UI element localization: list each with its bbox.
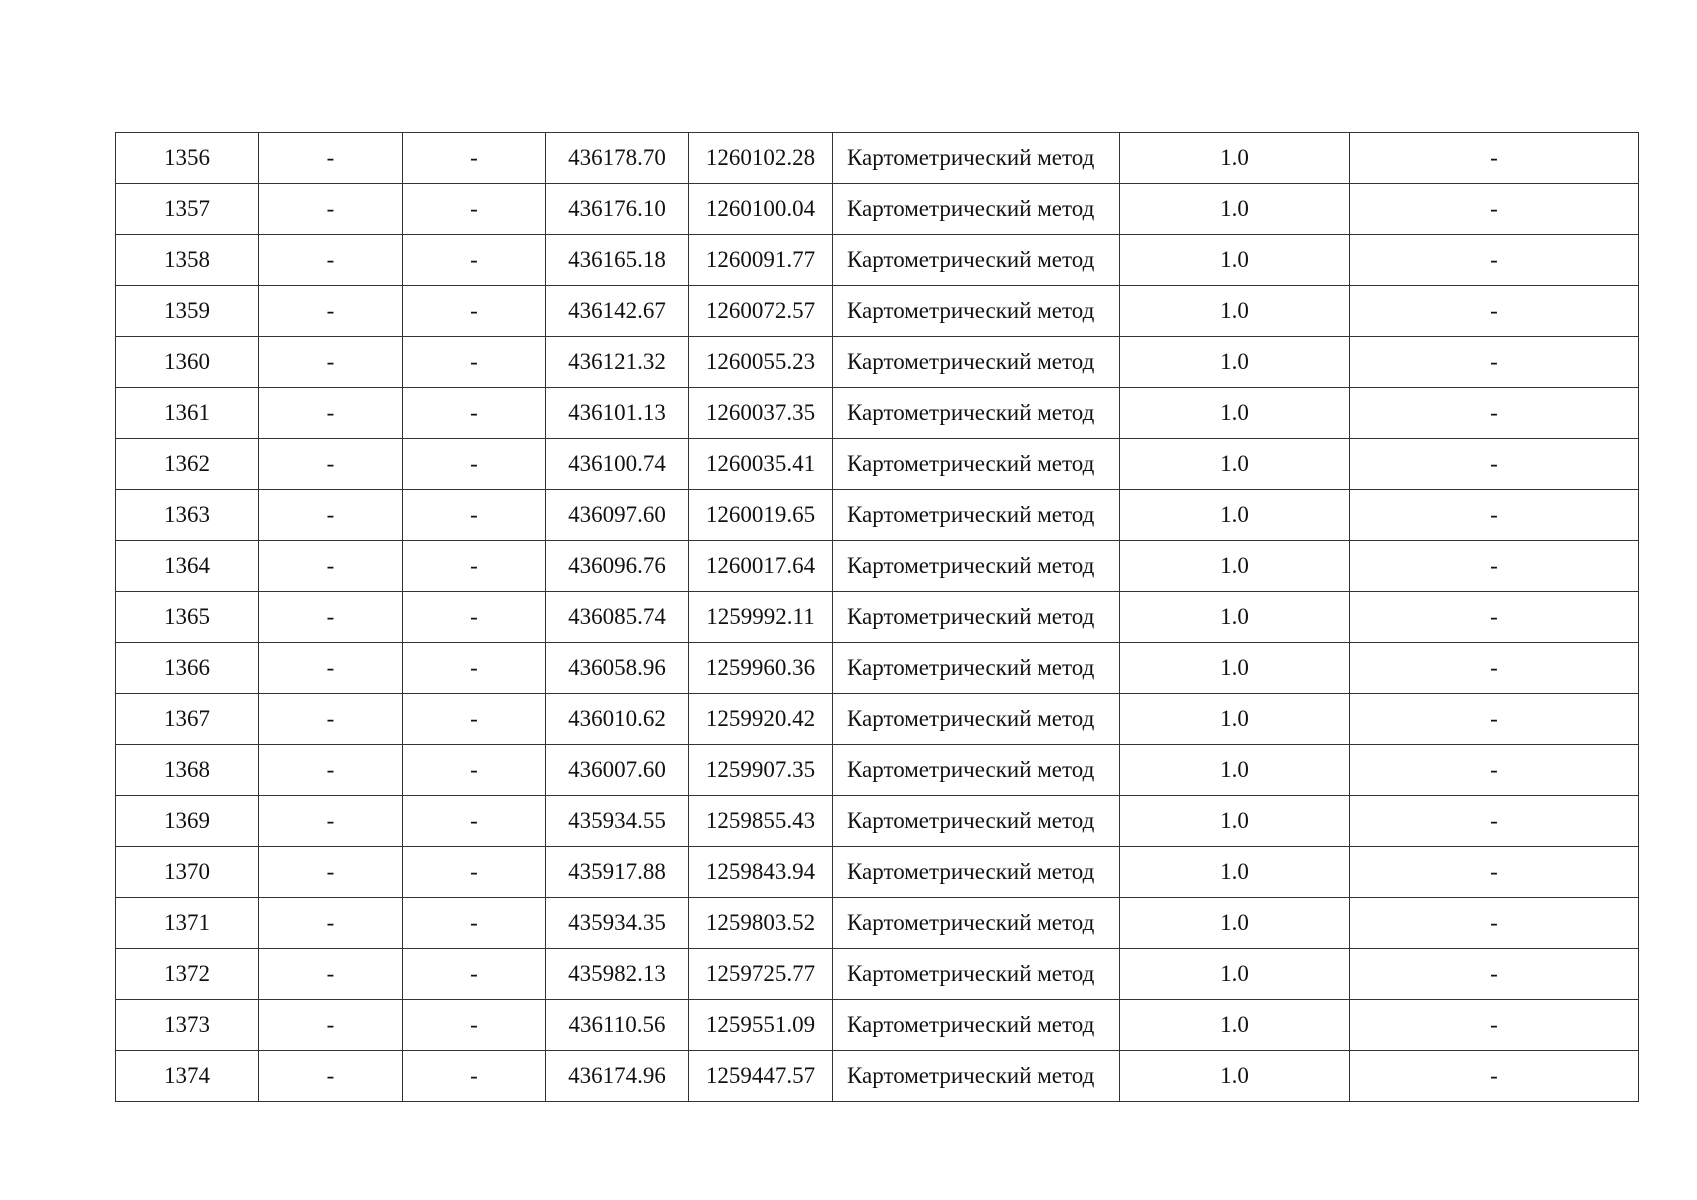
- y-coordinate-cell: 1259551.09: [689, 1000, 833, 1051]
- accuracy-cell: 1.0: [1120, 796, 1350, 847]
- point-number-cell: 1358: [116, 235, 259, 286]
- column-2-cell: -: [259, 745, 403, 796]
- point-number-cell: 1357: [116, 184, 259, 235]
- column-2-cell: -: [259, 643, 403, 694]
- column-2-cell: -: [259, 1051, 403, 1102]
- column-3-cell: -: [403, 694, 546, 745]
- x-coordinate-cell: 436110.56: [546, 1000, 689, 1051]
- y-coordinate-cell: 1259803.52: [689, 898, 833, 949]
- x-coordinate-cell: 435934.55: [546, 796, 689, 847]
- column-3-cell: -: [403, 592, 546, 643]
- point-number-cell: 1373: [116, 1000, 259, 1051]
- method-cell: Картометрический метод: [833, 439, 1120, 490]
- column-3-cell: -: [403, 235, 546, 286]
- table-row: [116, 388, 1639, 439]
- accuracy-cell: 1.0: [1120, 592, 1350, 643]
- column-2-cell: -: [259, 949, 403, 1000]
- point-number-cell: 1370: [116, 847, 259, 898]
- column-8-cell: -: [1350, 388, 1639, 439]
- accuracy-cell: 1.0: [1120, 133, 1350, 184]
- y-coordinate-cell: 1260102.28: [689, 133, 833, 184]
- method-cell: Картометрический метод: [833, 1051, 1120, 1102]
- x-coordinate-cell: 436010.62: [546, 694, 689, 745]
- column-3-cell: -: [403, 745, 546, 796]
- column-3-cell: -: [403, 643, 546, 694]
- column-2-cell: -: [259, 184, 403, 235]
- column-8-cell: -: [1350, 898, 1639, 949]
- accuracy-cell: 1.0: [1120, 949, 1350, 1000]
- point-number-cell: 1356: [116, 133, 259, 184]
- point-number-cell: 1365: [116, 592, 259, 643]
- method-cell: Картометрический метод: [833, 388, 1120, 439]
- point-number-cell: 1371: [116, 898, 259, 949]
- accuracy-cell: 1.0: [1120, 286, 1350, 337]
- y-coordinate-cell: 1259907.35: [689, 745, 833, 796]
- y-coordinate-cell: 1260072.57: [689, 286, 833, 337]
- column-3-cell: -: [403, 541, 546, 592]
- method-cell: Картометрический метод: [833, 235, 1120, 286]
- table-body: [116, 133, 1639, 1102]
- table-row: [116, 337, 1639, 388]
- column-8-cell: -: [1350, 796, 1639, 847]
- column-3-cell: -: [403, 898, 546, 949]
- table-row: [116, 796, 1639, 847]
- table-row: [116, 541, 1639, 592]
- accuracy-cell: 1.0: [1120, 694, 1350, 745]
- y-coordinate-cell: 1260017.64: [689, 541, 833, 592]
- x-coordinate-cell: 436178.70: [546, 133, 689, 184]
- column-3-cell: -: [403, 847, 546, 898]
- y-coordinate-cell: 1259725.77: [689, 949, 833, 1000]
- column-2-cell: -: [259, 847, 403, 898]
- x-coordinate-cell: 436007.60: [546, 745, 689, 796]
- accuracy-cell: 1.0: [1120, 235, 1350, 286]
- x-coordinate-cell: 436142.67: [546, 286, 689, 337]
- accuracy-cell: 1.0: [1120, 439, 1350, 490]
- accuracy-cell: 1.0: [1120, 541, 1350, 592]
- table-row: [116, 184, 1639, 235]
- table-row: [116, 133, 1639, 184]
- x-coordinate-cell: 436097.60: [546, 490, 689, 541]
- y-coordinate-cell: 1260100.04: [689, 184, 833, 235]
- column-3-cell: -: [403, 1051, 546, 1102]
- table-row: [116, 490, 1639, 541]
- x-coordinate-cell: 436121.32: [546, 337, 689, 388]
- method-cell: Картометрический метод: [833, 1000, 1120, 1051]
- column-8-cell: -: [1350, 235, 1639, 286]
- point-number-cell: 1368: [116, 745, 259, 796]
- x-coordinate-cell: 436100.74: [546, 439, 689, 490]
- x-coordinate-cell: 435982.13: [546, 949, 689, 1000]
- column-3-cell: -: [403, 337, 546, 388]
- column-2-cell: -: [259, 796, 403, 847]
- x-coordinate-cell: 435934.35: [546, 898, 689, 949]
- column-8-cell: -: [1350, 286, 1639, 337]
- column-3-cell: -: [403, 796, 546, 847]
- method-cell: Картометрический метод: [833, 133, 1120, 184]
- column-2-cell: -: [259, 1000, 403, 1051]
- x-coordinate-cell: 436096.76: [546, 541, 689, 592]
- column-3-cell: -: [403, 133, 546, 184]
- column-2-cell: -: [259, 286, 403, 337]
- column-2-cell: -: [259, 439, 403, 490]
- column-8-cell: -: [1350, 541, 1639, 592]
- column-8-cell: -: [1350, 1051, 1639, 1102]
- method-cell: Картометрический метод: [833, 592, 1120, 643]
- y-coordinate-cell: 1260091.77: [689, 235, 833, 286]
- table-row: [116, 592, 1639, 643]
- column-2-cell: -: [259, 898, 403, 949]
- method-cell: Картометрический метод: [833, 694, 1120, 745]
- x-coordinate-cell: 436174.96: [546, 1051, 689, 1102]
- y-coordinate-cell: 1259920.42: [689, 694, 833, 745]
- column-8-cell: -: [1350, 184, 1639, 235]
- method-cell: Картометрический метод: [833, 796, 1120, 847]
- point-number-cell: 1369: [116, 796, 259, 847]
- point-number-cell: 1374: [116, 1051, 259, 1102]
- column-2-cell: -: [259, 541, 403, 592]
- x-coordinate-cell: 436176.10: [546, 184, 689, 235]
- y-coordinate-cell: 1259843.94: [689, 847, 833, 898]
- table-row: [116, 745, 1639, 796]
- accuracy-cell: 1.0: [1120, 1000, 1350, 1051]
- table-row: [116, 898, 1639, 949]
- point-number-cell: 1359: [116, 286, 259, 337]
- accuracy-cell: 1.0: [1120, 388, 1350, 439]
- method-cell: Картометрический метод: [833, 949, 1120, 1000]
- y-coordinate-cell: 1260019.65: [689, 490, 833, 541]
- column-3-cell: -: [403, 388, 546, 439]
- table-row: [116, 235, 1639, 286]
- column-2-cell: -: [259, 694, 403, 745]
- x-coordinate-cell: 436101.13: [546, 388, 689, 439]
- x-coordinate-cell: 436058.96: [546, 643, 689, 694]
- method-cell: Картометрический метод: [833, 745, 1120, 796]
- point-number-cell: 1361: [116, 388, 259, 439]
- table-row: [116, 694, 1639, 745]
- point-number-cell: 1366: [116, 643, 259, 694]
- accuracy-cell: 1.0: [1120, 643, 1350, 694]
- accuracy-cell: 1.0: [1120, 847, 1350, 898]
- point-number-cell: 1362: [116, 439, 259, 490]
- y-coordinate-cell: 1259855.43: [689, 796, 833, 847]
- column-3-cell: -: [403, 286, 546, 337]
- method-cell: Картометрический метод: [833, 337, 1120, 388]
- column-8-cell: -: [1350, 1000, 1639, 1051]
- method-cell: Картометрический метод: [833, 490, 1120, 541]
- column-2-cell: -: [259, 490, 403, 541]
- point-number-cell: 1367: [116, 694, 259, 745]
- coordinates-table: [115, 132, 1639, 1102]
- x-coordinate-cell: 436165.18: [546, 235, 689, 286]
- column-8-cell: -: [1350, 694, 1639, 745]
- table-row: [116, 1051, 1639, 1102]
- column-2-cell: -: [259, 133, 403, 184]
- table-row: [116, 286, 1639, 337]
- column-8-cell: -: [1350, 592, 1639, 643]
- column-8-cell: -: [1350, 643, 1639, 694]
- point-number-cell: 1363: [116, 490, 259, 541]
- column-8-cell: -: [1350, 847, 1639, 898]
- accuracy-cell: 1.0: [1120, 490, 1350, 541]
- accuracy-cell: 1.0: [1120, 184, 1350, 235]
- column-3-cell: -: [403, 1000, 546, 1051]
- column-2-cell: -: [259, 388, 403, 439]
- point-number-cell: 1372: [116, 949, 259, 1000]
- table-row: [116, 949, 1639, 1000]
- column-3-cell: -: [403, 184, 546, 235]
- method-cell: Картометрический метод: [833, 898, 1120, 949]
- y-coordinate-cell: 1260035.41: [689, 439, 833, 490]
- method-cell: Картометрический метод: [833, 184, 1120, 235]
- accuracy-cell: 1.0: [1120, 337, 1350, 388]
- y-coordinate-cell: 1260037.35: [689, 388, 833, 439]
- method-cell: Картометрический метод: [833, 847, 1120, 898]
- column-8-cell: -: [1350, 439, 1639, 490]
- table-row: [116, 1000, 1639, 1051]
- table-row: [116, 847, 1639, 898]
- table-row: [116, 643, 1639, 694]
- point-number-cell: 1360: [116, 337, 259, 388]
- column-2-cell: -: [259, 337, 403, 388]
- column-8-cell: -: [1350, 133, 1639, 184]
- x-coordinate-cell: 436085.74: [546, 592, 689, 643]
- point-number-cell: 1364: [116, 541, 259, 592]
- column-8-cell: -: [1350, 949, 1639, 1000]
- column-8-cell: -: [1350, 745, 1639, 796]
- column-3-cell: -: [403, 949, 546, 1000]
- method-cell: Картометрический метод: [833, 643, 1120, 694]
- column-2-cell: -: [259, 235, 403, 286]
- y-coordinate-cell: 1259960.36: [689, 643, 833, 694]
- column-8-cell: -: [1350, 337, 1639, 388]
- table-row: [116, 439, 1639, 490]
- column-8-cell: -: [1350, 490, 1639, 541]
- column-3-cell: -: [403, 439, 546, 490]
- accuracy-cell: 1.0: [1120, 1051, 1350, 1102]
- x-coordinate-cell: 435917.88: [546, 847, 689, 898]
- y-coordinate-cell: 1259447.57: [689, 1051, 833, 1102]
- accuracy-cell: 1.0: [1120, 745, 1350, 796]
- column-2-cell: -: [259, 592, 403, 643]
- accuracy-cell: 1.0: [1120, 898, 1350, 949]
- method-cell: Картометрический метод: [833, 286, 1120, 337]
- y-coordinate-cell: 1260055.23: [689, 337, 833, 388]
- y-coordinate-cell: 1259992.11: [689, 592, 833, 643]
- method-cell: Картометрический метод: [833, 541, 1120, 592]
- column-3-cell: -: [403, 490, 546, 541]
